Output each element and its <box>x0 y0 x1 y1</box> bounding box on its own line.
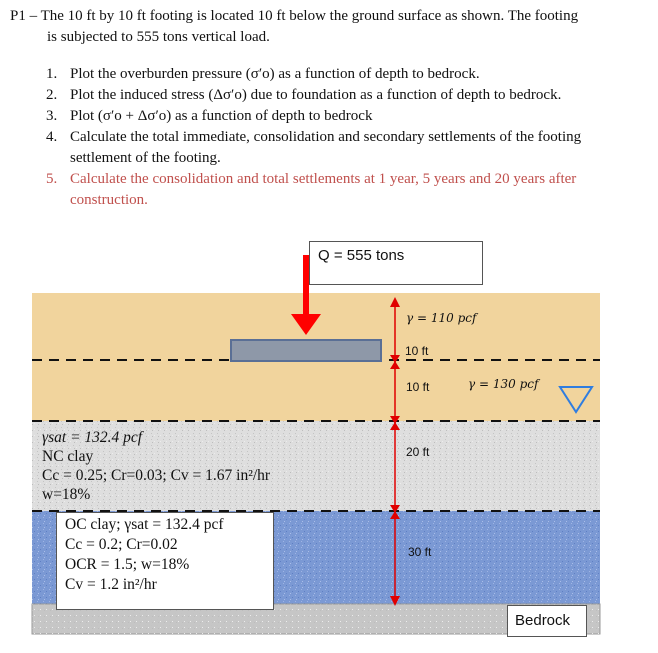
bedrock-label-box <box>507 605 587 637</box>
oc-clay-line-4: Cv = 1.2 in²/hr <box>65 576 157 593</box>
depth-label-10ft-upper: 10 ft <box>405 344 429 358</box>
task-number: 5. <box>46 171 58 187</box>
task-text: Calculate the consolidation and total settlements at 1 year, 5 years and 20 years after construction. <box>70 171 577 208</box>
task-text: Plot the induced stress (Δσ′o) due to foundation as a function of depth to bedrock. <box>70 87 562 103</box>
oc-clay-line-1: OC clay; γsat = 132.4 pcf <box>65 516 224 533</box>
load-label-box <box>309 241 483 285</box>
bedrock-label: Bedrock <box>515 612 571 629</box>
depth-label-20ft: 20 ft <box>406 445 430 459</box>
task-number: 2. <box>46 87 58 103</box>
problem-line-1: P1 – The 10 ft by 10 ft footing is located 10 ft below the ground surface as shown. The footing <box>10 8 579 24</box>
depth-label-30ft: 30 ft <box>408 545 432 559</box>
task-text: Plot (σ′o + Δσ′o) as a function of depth to bedrock <box>70 108 373 124</box>
gamma-top-label: γ = 110 pcf <box>406 311 477 325</box>
nc-clay-props: Cc = 0.25; Cr=0.03; Cv = 1.67 in²/hr <box>42 467 271 484</box>
nc-clay-gamma: γsat = 132.4 pcf <box>42 429 143 446</box>
oc-clay-line-3: OCR = 1.5; w=18% <box>65 556 190 573</box>
gamma-mid-label: γ = 130 pcf <box>468 377 539 391</box>
task-text: Plot the overburden pressure (σ′o) as a function of depth to bedrock. <box>70 66 480 82</box>
nc-clay-water-content: w=18% <box>42 486 91 503</box>
depth-label-10ft-lower: 10 ft <box>406 380 430 394</box>
load-label: Q = 555 tons <box>318 247 405 264</box>
oc-clay-properties-box <box>56 512 274 610</box>
nc-clay-name: NC clay <box>42 448 94 465</box>
task-number: 4. <box>46 129 58 145</box>
oc-clay-line-2: Cc = 0.2; Cr=0.02 <box>65 536 178 553</box>
problem-line-2: is subjected to 555 tons vertical load. <box>47 29 270 45</box>
task-number: 1. <box>46 66 58 82</box>
nc-clay-properties <box>42 428 270 504</box>
footing <box>231 340 381 361</box>
task-text: Calculate the total immediate, consolidation and secondary settlements of the footing settlement of the footing. <box>70 129 582 166</box>
task-number: 3. <box>46 108 58 124</box>
